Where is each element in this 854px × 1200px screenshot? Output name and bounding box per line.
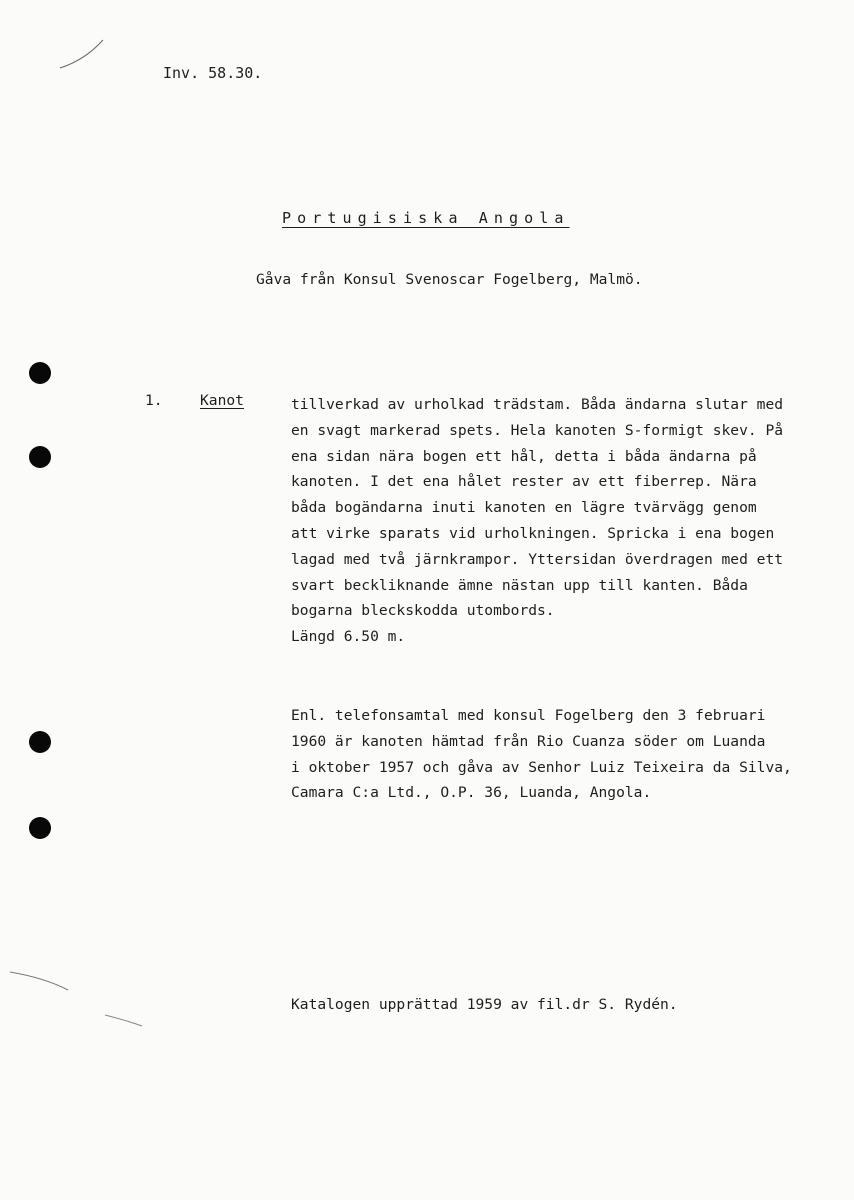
description-line: kanoten. I det ena hålet rester av ett fiberrep. Nära [291, 473, 757, 491]
note-line: 1960 är kanoten hämtad från Rio Cuanza söder om Luanda [291, 732, 766, 750]
item-number: 1. [145, 392, 163, 409]
page-title: Portugisiska Angola [282, 209, 570, 227]
description-line: att virke sparats vid urholkningen. Spricka i ena bogen [291, 524, 775, 542]
description-line: båda bogändarna inuti kanoten en lägre tvärvägg genom [291, 499, 757, 517]
note-line: i oktober 1957 och gåva av Senhor Luiz Teixeira da Silva, [291, 758, 792, 776]
description-line: lagad med två järnkrampor. Yttersidan överdragen med ett [291, 550, 784, 568]
description-line: tillverkad av urholkad trädstam. Båda ändarna slutar med [291, 396, 784, 413]
item-name: Kanot [200, 392, 244, 409]
length-line: Längd 6.50 m. [291, 628, 406, 646]
provenance-note [291, 703, 792, 806]
donor-line: Gåva från Konsul Svenoscar Fogelberg, Malmö. [256, 271, 643, 288]
description-line: ena sidan nära bogen ett hål, detta i båda ändarna på [291, 447, 757, 465]
description-line: svart beckliknande ämne nästan upp till kanten. Båda [291, 576, 748, 594]
note-line: Enl. telefonsamtal med konsul Fogelberg den 3 februari [291, 707, 766, 724]
description-line: bogarna bleckskodda utombords. [291, 602, 555, 620]
inventory-number: Inv. 58.30. [163, 64, 263, 82]
description-line: en svagt markerad spets. Hela kanoten S-formigt skev. På [291, 421, 784, 439]
item-description [291, 392, 783, 650]
note-line: Camara C:a Ltd., O.P. 36, Luanda, Angola. [291, 784, 652, 802]
catalog-note: Katalogen upprättad 1959 av fil.dr S. Rydén. [291, 996, 678, 1013]
